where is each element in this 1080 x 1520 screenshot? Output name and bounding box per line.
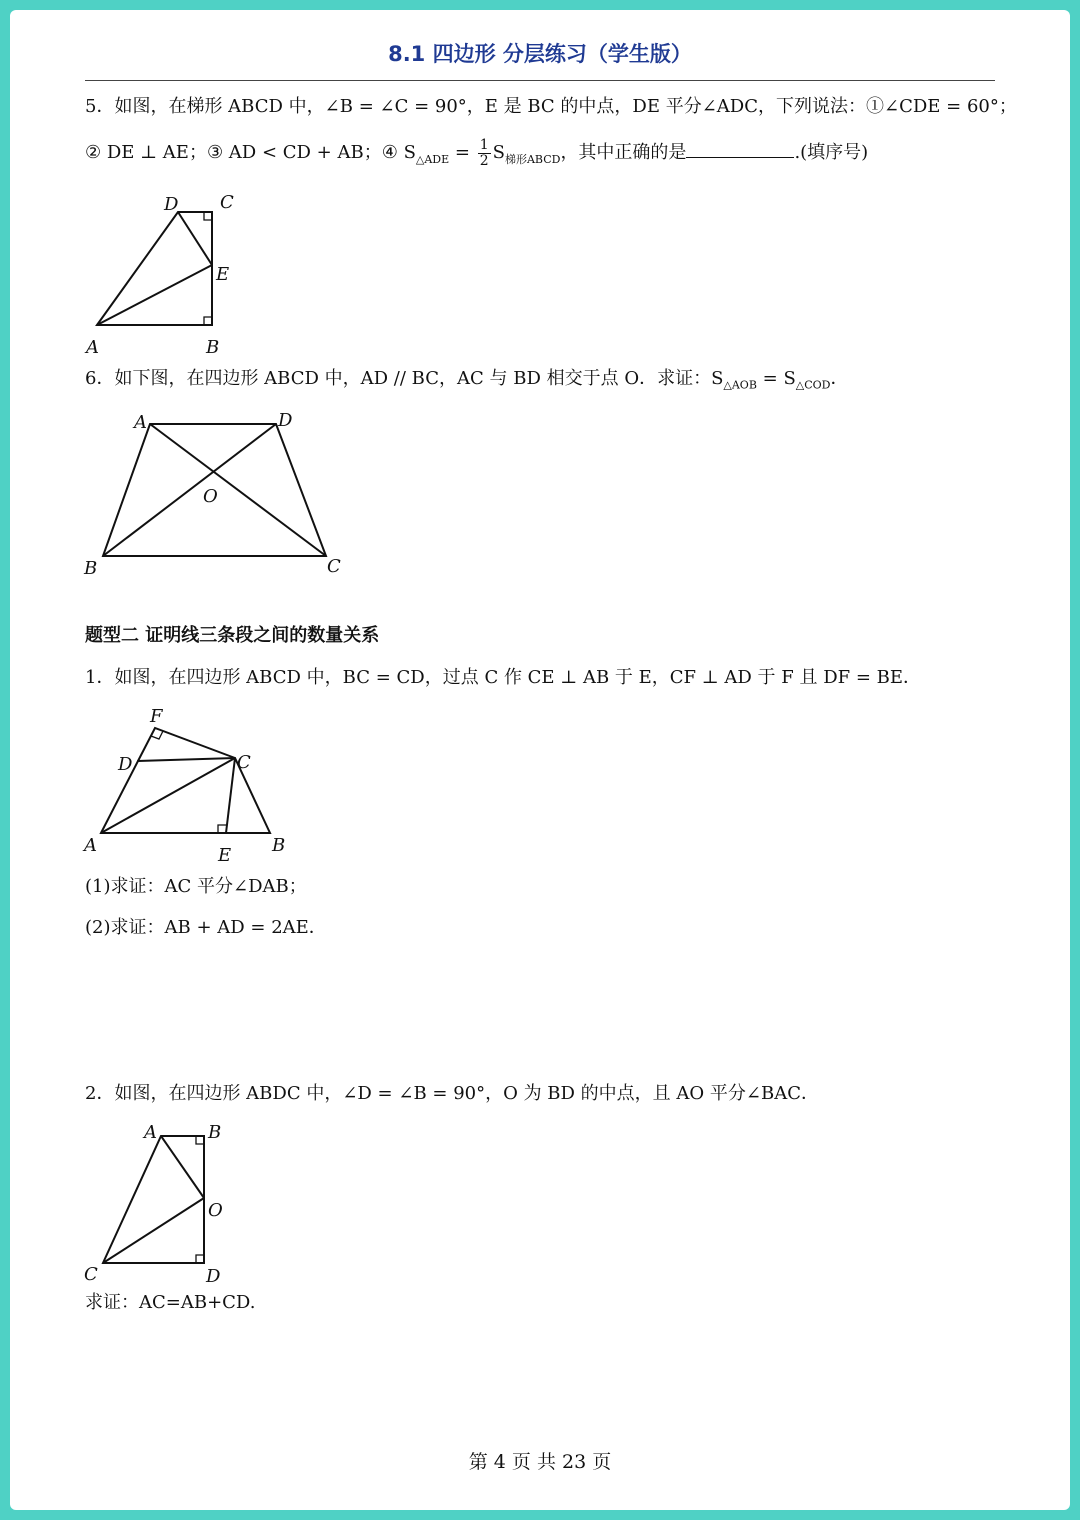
q5-right-angle-b <box>204 317 212 325</box>
s2q2-label-d: D <box>206 1266 221 1287</box>
page-footer: 第 4 页 共 23 页 <box>468 1451 612 1473</box>
q6-label-o: O <box>203 486 218 507</box>
q6-label-c: C <box>327 556 341 577</box>
q6-figure <box>80 406 360 584</box>
q5-sub-ade: △ADE <box>415 152 450 166</box>
q6-text-b: = S <box>756 368 796 389</box>
s2q1-text: 1．如图，在四边形 ABCD 中，BC = CD，过点 C 作 CE ⊥ AB 于 E，CF ⊥ AD 于 F 且 DF = BE． <box>85 667 922 688</box>
s2q2-text: 2．如图，在四边形 ABDC 中，∠D = ∠B = 90°，O 为 BD 的中点，且 AO 平分∠BAC． <box>85 1083 819 1104</box>
q6-sub-aob: △AOB <box>723 378 757 392</box>
s2q1-label-e: E <box>218 845 232 866</box>
s2q1-label-c: C <box>237 752 251 773</box>
s2q2-segment-ao <box>161 1136 204 1198</box>
s2q2-label-b: B <box>208 1122 222 1143</box>
s2q2-prove: 求证：AC=AB+CD. <box>85 1292 256 1313</box>
q6-text-c: ． <box>830 368 849 389</box>
s2q1-figure <box>80 702 310 867</box>
q5-fraction <box>478 138 491 168</box>
q5-line2-c: .(填序号) <box>794 142 869 164</box>
q6-sub-cod: △COD <box>795 378 831 392</box>
s2q1-label-d: D <box>118 754 133 775</box>
q5-label-d: D <box>164 194 179 215</box>
q6-text-a: 6．如下图，在四边形 ABCD 中，AD // BC，AC 与 BD 相交于点 O．求证：S <box>85 368 724 389</box>
page-title: 8.1 四边形 分层练习（学生版） <box>388 42 692 66</box>
header-divider <box>85 80 995 81</box>
q5-frac-den: 2 <box>479 152 489 169</box>
s2q2-figure <box>80 1118 250 1290</box>
q6-label-b: B <box>84 558 98 579</box>
q5-frac-num: 1 <box>479 137 489 153</box>
q5-line2-a: ② DE ⊥ AE；③ AD < CD + AB；④ S <box>85 142 416 164</box>
q5-line2 <box>85 138 868 168</box>
q5-right-angle-c <box>204 212 212 220</box>
s2q1-label-a: A <box>84 835 97 856</box>
q5-label-e: E <box>216 264 230 285</box>
q5-trapezoid <box>97 212 212 325</box>
s2q1-label-f: F <box>150 706 163 727</box>
s2q1-segment-cf <box>138 728 235 761</box>
q6-line <box>85 368 849 392</box>
s2q2-right-angle-d <box>196 1255 204 1263</box>
q6-diagonal-bd <box>103 424 276 556</box>
q5-label-c: C <box>220 192 234 213</box>
s2q1-label-b: B <box>272 835 286 856</box>
s2q2-label-o: O <box>208 1200 223 1221</box>
q6-label-a: A <box>134 412 147 433</box>
s2q2-right-angle-b <box>196 1136 204 1144</box>
s2q1-part1: (1)求证：AC 平分∠DAB； <box>85 876 307 897</box>
s2q2-label-a: A <box>144 1122 157 1143</box>
q5-label-b: B <box>206 337 220 358</box>
section2-heading: 题型二 证明线三条段之间的数量关系 <box>85 625 380 646</box>
q5-segment-ae <box>97 265 212 325</box>
q6-label-d: D <box>278 410 293 431</box>
q5-eq: = <box>449 142 476 164</box>
s2q1-segment-ce <box>226 758 235 833</box>
q5-figure <box>80 188 260 358</box>
s2q1-right-angle-e <box>218 825 226 833</box>
q5-line2-b: ，其中正确的是 <box>560 142 687 164</box>
q6-diagonal-ac <box>150 424 326 556</box>
s2q2-label-c: C <box>84 1264 98 1285</box>
q5-line1: 5．如图，在梯形 ABCD 中，∠B = ∠C = 90°，E 是 BC 的中点，DE 平分∠ADC，下列说法：①∠CDE = 60°； <box>85 96 1017 117</box>
worksheet-page <box>10 10 1070 1510</box>
q5-answer-blank[interactable] <box>686 139 794 158</box>
q5-sub-trap: 梯形ABCD <box>504 152 561 166</box>
s2q2-quadrilateral <box>103 1136 204 1263</box>
s2q1-part2: (2)求证：AB + AD = 2AE． <box>85 917 327 938</box>
q5-label-a: A <box>86 337 99 358</box>
q5-s: S <box>492 142 505 164</box>
